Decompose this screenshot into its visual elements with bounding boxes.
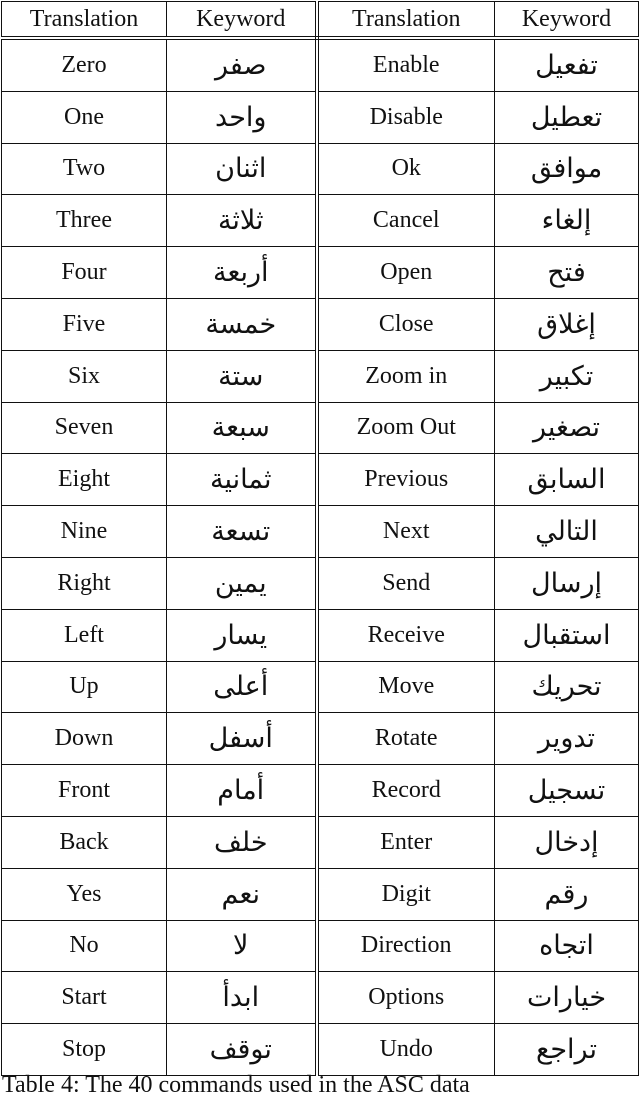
translation-cell: Enable: [317, 38, 495, 91]
translation-cell: Digit: [317, 868, 495, 920]
translation-cell: Front: [2, 765, 167, 817]
table-row: [2, 38, 639, 91]
table-row: [2, 661, 639, 713]
keyword-cell: موافق: [495, 143, 639, 195]
translation-cell: Previous: [317, 454, 495, 506]
keyword-cell: فتح: [495, 247, 639, 299]
keyword-cell: إدخال: [495, 816, 639, 868]
keyword-cell: أربعة: [167, 247, 317, 299]
translation-cell: Rotate: [317, 713, 495, 765]
translation-cell: Seven: [2, 402, 167, 454]
table-row: [2, 298, 639, 350]
translation-cell: Receive: [317, 609, 495, 661]
translation-cell: Undo: [317, 1024, 495, 1076]
translation-cell: Eight: [2, 454, 167, 506]
table-row: [2, 816, 639, 868]
keyword-cell: نعم: [167, 868, 317, 920]
table-row: [2, 868, 639, 920]
table-row: [2, 402, 639, 454]
header-keyword-right: Keyword: [495, 2, 639, 39]
translation-cell: Move: [317, 661, 495, 713]
translation-cell: Ok: [317, 143, 495, 195]
translation-cell: Stop: [2, 1024, 167, 1076]
keyword-cell: خمسة: [167, 298, 317, 350]
keyword-cell: أسفل: [167, 713, 317, 765]
table-row: [2, 247, 639, 299]
keyword-cell: تحريك: [495, 661, 639, 713]
table-row: [2, 454, 639, 506]
table-row: [2, 557, 639, 609]
table-row: [2, 350, 639, 402]
translation-cell: Open: [317, 247, 495, 299]
table-caption: Table 4: The 40 commands used in the ASC data: [2, 1072, 470, 1098]
translation-cell: Four: [2, 247, 167, 299]
translation-cell: Zoom in: [317, 350, 495, 402]
table-row: [2, 506, 639, 558]
keyword-cell: تفعيل: [495, 38, 639, 91]
keyword-cell: ابدأ: [167, 972, 317, 1024]
translation-cell: Six: [2, 350, 167, 402]
translation-cell: Left: [2, 609, 167, 661]
translation-cell: Options: [317, 972, 495, 1024]
keyword-cell: ثلاثة: [167, 195, 317, 247]
translation-cell: Disable: [317, 91, 495, 143]
keyword-cell: إغلاق: [495, 298, 639, 350]
keyword-cell: خيارات: [495, 972, 639, 1024]
header-translation-left: Translation: [2, 2, 167, 39]
keyword-cell: صفر: [167, 38, 317, 91]
keyword-cell: ثمانية: [167, 454, 317, 506]
table-row: [2, 765, 639, 817]
translation-cell: Start: [2, 972, 167, 1024]
translation-cell: Yes: [2, 868, 167, 920]
translation-cell: Enter: [317, 816, 495, 868]
translation-cell: Five: [2, 298, 167, 350]
translation-cell: Nine: [2, 506, 167, 558]
keyword-cell: إلغاء: [495, 195, 639, 247]
translation-cell: Right: [2, 557, 167, 609]
keyword-cell: سبعة: [167, 402, 317, 454]
translation-cell: Zoom Out: [317, 402, 495, 454]
keyword-cell: استقبال: [495, 609, 639, 661]
translation-cell: Up: [2, 661, 167, 713]
keyword-table-container: [1, 1, 638, 1076]
header-translation-right: Translation: [317, 2, 495, 39]
table-row: [2, 143, 639, 195]
table-row: [2, 972, 639, 1024]
keyword-cell: السابق: [495, 454, 639, 506]
keyword-cell: اتجاه: [495, 920, 639, 972]
keyword-cell: يسار: [167, 609, 317, 661]
keyword-cell: أعلى: [167, 661, 317, 713]
keyword-table: [1, 1, 639, 1076]
translation-cell: Two: [2, 143, 167, 195]
table-body: [2, 38, 639, 1075]
keyword-cell: تصغير: [495, 402, 639, 454]
table-row: [2, 920, 639, 972]
table-row: [2, 1024, 639, 1076]
keyword-cell: اثنان: [167, 143, 317, 195]
keyword-cell: رقم: [495, 868, 639, 920]
keyword-cell: تعطيل: [495, 91, 639, 143]
table-row: [2, 195, 639, 247]
translation-cell: Next: [317, 506, 495, 558]
keyword-cell: خلف: [167, 816, 317, 868]
keyword-cell: تكبير: [495, 350, 639, 402]
translation-cell: Record: [317, 765, 495, 817]
translation-cell: Three: [2, 195, 167, 247]
translation-cell: Down: [2, 713, 167, 765]
keyword-cell: أمام: [167, 765, 317, 817]
header-row: [2, 2, 639, 39]
keyword-cell: ستة: [167, 350, 317, 402]
translation-cell: Direction: [317, 920, 495, 972]
keyword-cell: التالي: [495, 506, 639, 558]
table-row: [2, 91, 639, 143]
translation-cell: Cancel: [317, 195, 495, 247]
keyword-cell: واحد: [167, 91, 317, 143]
translation-cell: Send: [317, 557, 495, 609]
translation-cell: Close: [317, 298, 495, 350]
header-keyword-left: Keyword: [167, 2, 317, 39]
translation-cell: Back: [2, 816, 167, 868]
keyword-cell: لا: [167, 920, 317, 972]
keyword-cell: تدوير: [495, 713, 639, 765]
keyword-cell: تراجع: [495, 1024, 639, 1076]
keyword-cell: يمين: [167, 557, 317, 609]
keyword-cell: إرسال: [495, 557, 639, 609]
table-row: [2, 713, 639, 765]
table-row: [2, 609, 639, 661]
translation-cell: One: [2, 91, 167, 143]
translation-cell: No: [2, 920, 167, 972]
keyword-cell: توقف: [167, 1024, 317, 1076]
keyword-cell: تسجيل: [495, 765, 639, 817]
keyword-cell: تسعة: [167, 506, 317, 558]
translation-cell: Zero: [2, 38, 167, 91]
table-header: [2, 2, 639, 39]
